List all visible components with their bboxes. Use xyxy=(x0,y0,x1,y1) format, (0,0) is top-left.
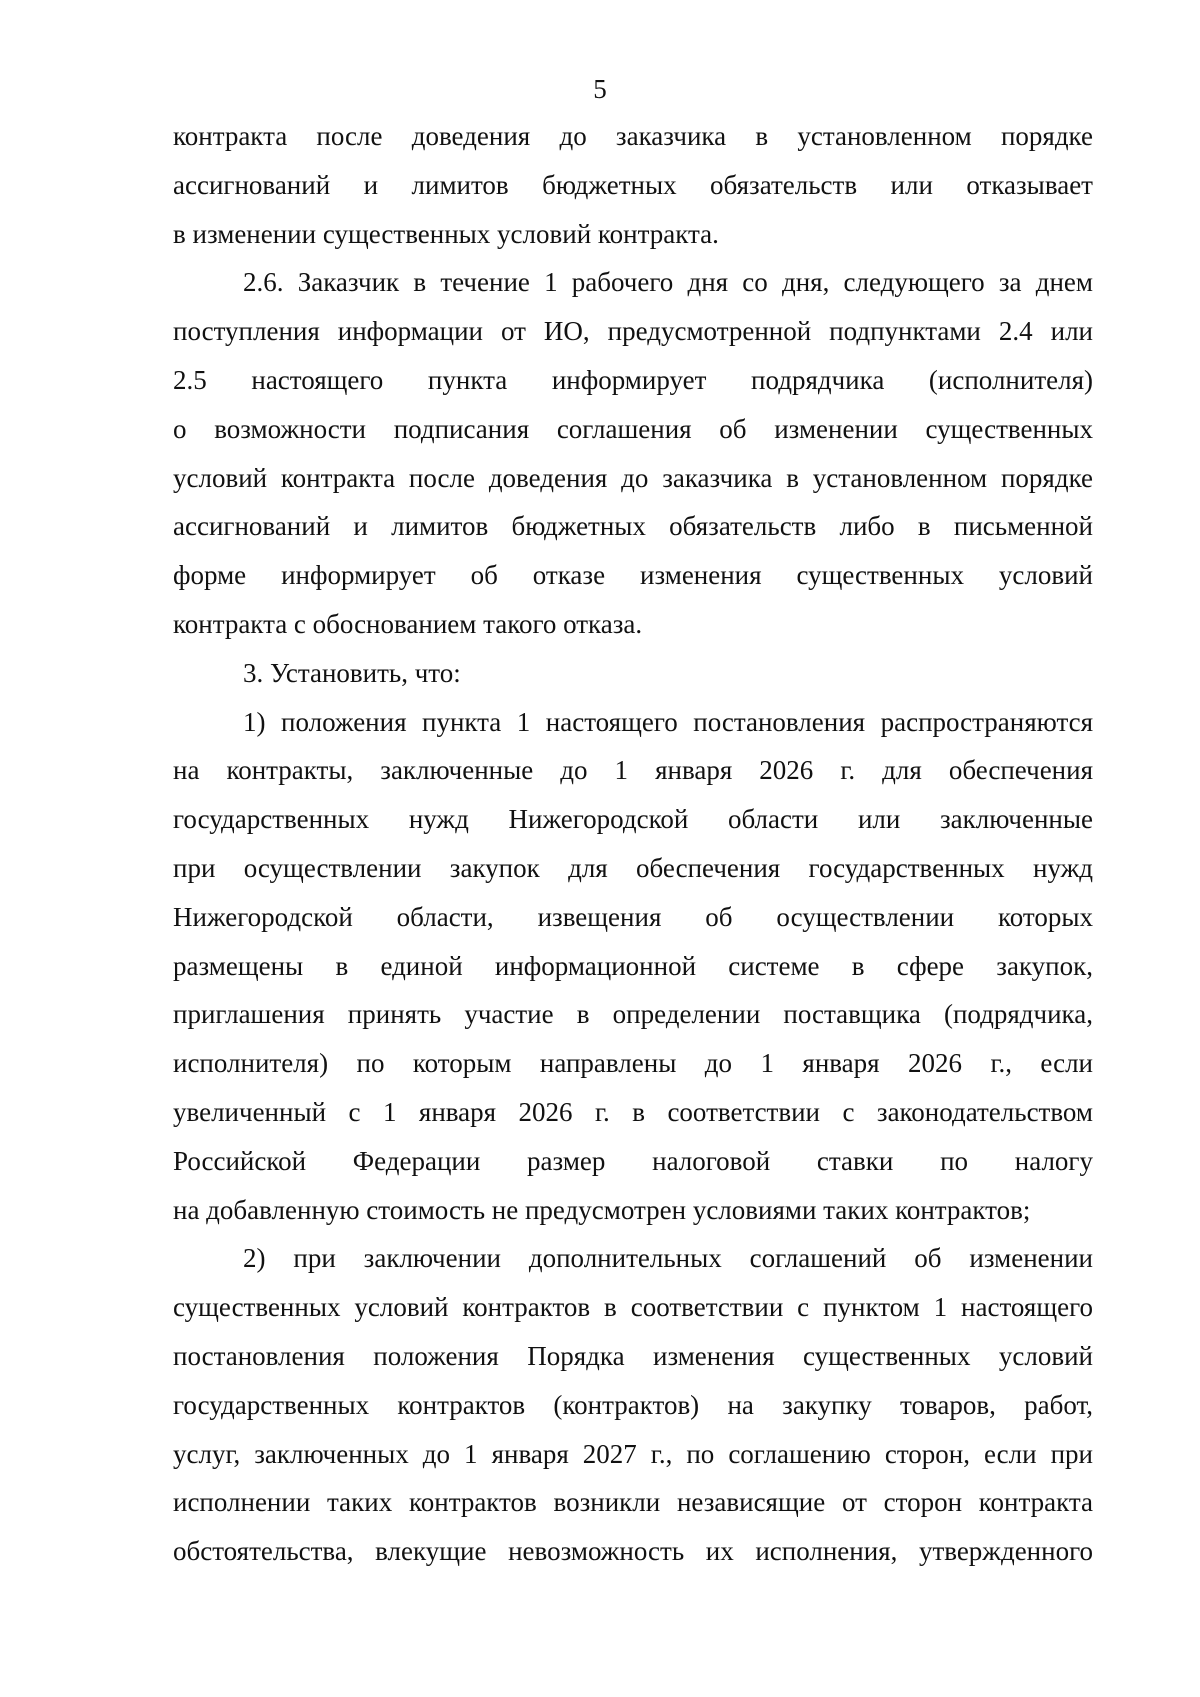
text-line: Российской Федерации размер налоговой ставки по налогу xyxy=(173,1145,1093,1176)
text-line: на добавленную стоимость не предусмотрен условиями таких контрактов; xyxy=(173,1194,1031,1225)
text-line: приглашения принять участие в определении поставщика (подрядчика, xyxy=(173,999,1093,1030)
text-line: в изменении существенных условий контракта. xyxy=(173,218,719,249)
text-line: контракта после доведения до заказчика в установленном порядке xyxy=(173,121,1093,151)
text-line: о возможности подписания соглашения об изменении существенных xyxy=(173,413,1093,444)
text-line: обстоятельства, влекущие невозможность их исполнения, утвержденного xyxy=(173,1536,1093,1567)
text-line: исполнителя) по которым направлены до 1 января 2026 г., если xyxy=(173,1048,1093,1079)
text-line: ассигнований и лимитов бюджетных обязательств или отказывает xyxy=(173,169,1093,200)
text-line: на контракты, заключенные до 1 января 2026 г. для обеспечения xyxy=(173,755,1093,786)
paragraph-3-1 xyxy=(173,698,1093,1235)
text-line: поступления информации от ИО, предусмотренной подпунктами 2.4 или xyxy=(173,316,1093,347)
text-line: существенных условий контрактов в соответствии с пунктом 1 настоящего xyxy=(173,1292,1093,1323)
text-line: 2) при заключении дополнительных соглашений об изменении xyxy=(243,1243,1093,1274)
text-line: 2.5 настоящего пункта информирует подрядчика (исполнителя) xyxy=(173,364,1093,395)
text-line: контракта с обоснованием такого отказа. xyxy=(173,608,643,639)
text-line: услуг, заключенных до 1 января 2027 г., по соглашению сторон, если при xyxy=(173,1438,1093,1469)
text-line: Нижегородской области, извещения об осуществлении которых xyxy=(173,901,1093,932)
text-line: исполнении таких контрактов возникли независящие от сторон контракта xyxy=(173,1487,1093,1518)
text-line: ассигнований и лимитов бюджетных обязательств либо в письменной xyxy=(173,511,1093,542)
page-number: 5 xyxy=(593,74,607,104)
text-line: размещены в единой информационной системе в сфере закупок, xyxy=(173,950,1093,981)
text-line: 1) положения пункта 1 настоящего постановления распространяются xyxy=(243,706,1093,737)
text-line: 2.6. Заказчик в течение 1 рабочего дня со дня, следующего за днем xyxy=(243,267,1093,298)
text-line: при осуществлении закупок для обеспечения государственных нужд xyxy=(173,852,1093,883)
text-line: государственных нужд Нижегородской области или заключенные xyxy=(173,804,1093,835)
paragraph-3-2 xyxy=(173,1234,1093,1576)
text-line: государственных контрактов (контрактов) на закупку товаров, работ, xyxy=(173,1389,1093,1420)
paragraph-3 xyxy=(173,649,1093,698)
text-line: условий контракта после доведения до заказчика в установленном порядке xyxy=(173,462,1093,493)
text-line: постановления положения Порядка изменения существенных условий xyxy=(173,1340,1093,1371)
document-body xyxy=(173,112,1093,1576)
paragraph-continuation xyxy=(173,112,1093,258)
text-line: 3. Установить, что: xyxy=(243,657,461,688)
text-line: форме информирует об отказе изменения существенных условий xyxy=(173,560,1093,591)
text-line: увеличенный с 1 января 2026 г. в соответствии с законодательством xyxy=(173,1096,1093,1127)
paragraph-2-6 xyxy=(173,258,1093,648)
